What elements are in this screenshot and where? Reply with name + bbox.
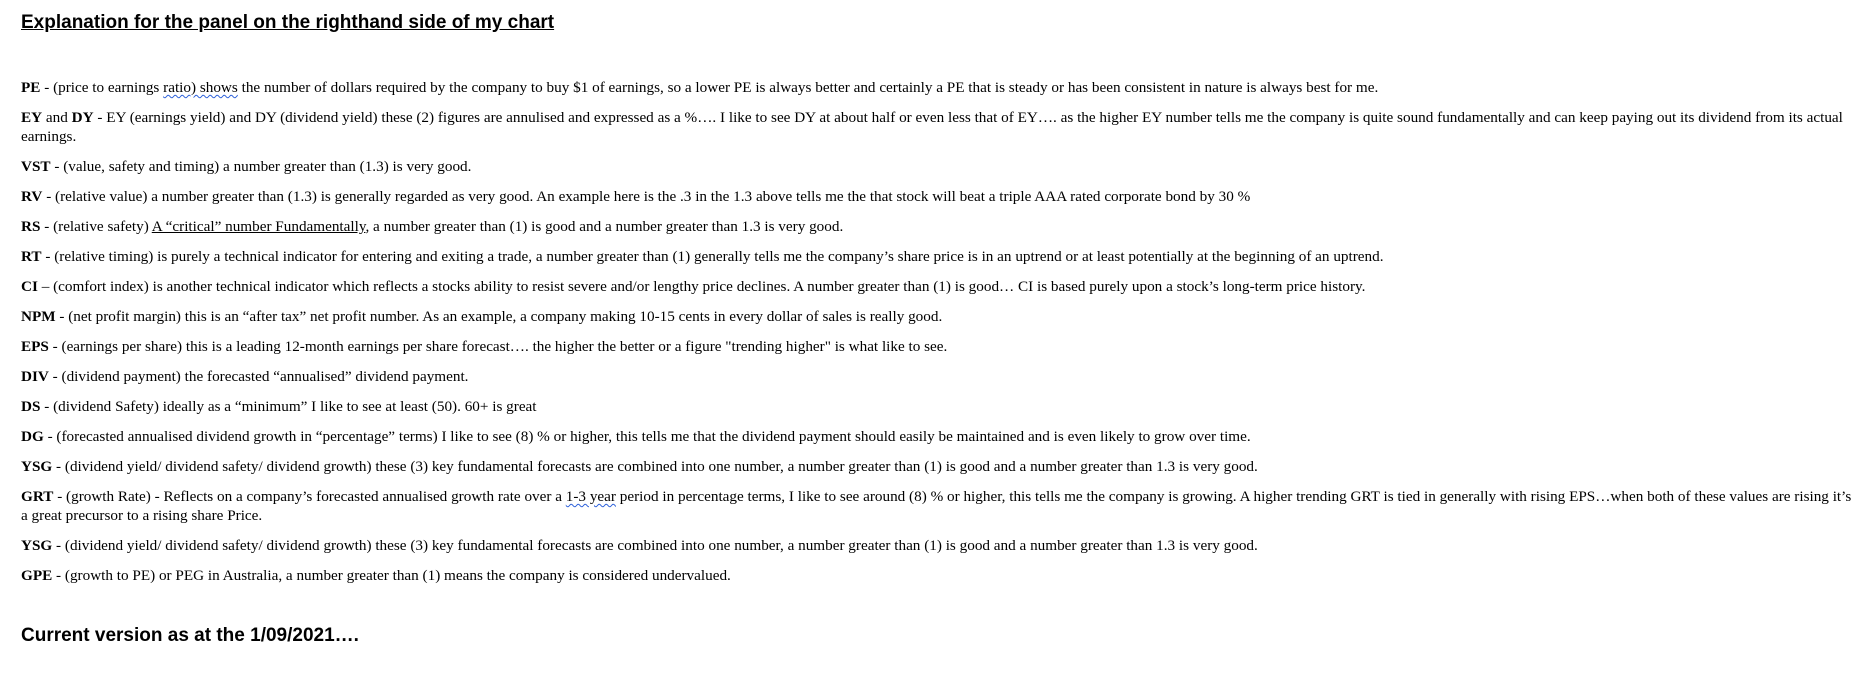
document-title: Explanation for the panel on the righthand side of my chart [21,12,555,33]
definition-text: - (forecasted annualised dividend growth in “percentage” terms) I like to see (8) % or higher, this tells me that the dividend payment should easily be maintained and is even likely to grow over time. [43,428,1251,445]
definition-text: - (net profit margin) this is an “after tax” net profit number. As an example, a company making 10-15 cents in every dollar of sales is really good. [55,308,943,325]
version-note: Current version as at the 1/09/2021…. [21,625,359,646]
definition-text: - (relative value) a number greater than (1.3) is generally regarded as very good. An example here is the .3 in the 1.3 above tells me the that stock will beat a triple AAA rated corporate bond by 30 % [42,188,1251,205]
definition-term: DS [21,398,41,415]
definition-text: , a number greater than (1) is good and a number greater than 1.3 is very good. [365,218,844,235]
definition-ysg [21,536,1861,555]
definition-text: – (comfort index) is another technical indicator which reflects a stocks ability to resist severe and/or lengthy price declines. A number greater than (1) is good… CI is based purely upon a stock’s long-term price history. [37,278,1366,295]
definition-term: YSG [21,537,53,554]
definition-term: VST [21,158,51,175]
definition-term: GRT [21,488,54,505]
definition-term: RV [21,188,43,205]
definition-term: RS [21,218,41,235]
definition-dg [21,427,1861,446]
definition-ds [21,397,1861,416]
definition-term: NPM [21,308,56,325]
definition-text: - (dividend Safety) ideally as a “minimum” I like to see at least (50). 60+ is great [40,398,537,415]
definition-text: - EY (earnings yield) and DY (dividend yield) these (2) figures are annulised and expressed as a %…. I like to see DY at about half or even less that of EY…. as the higher EY number tells me the company is quite sound fundamentally and can keep paying out its dividend from its actual earnings. [21,109,1843,145]
definition-term: YSG [21,458,53,475]
definition-term: RT [21,248,42,265]
definition-rv [21,187,1861,206]
definition-term: DIV [21,368,49,385]
definition-term: EPS [21,338,49,355]
definition-text: - (price to earnings [40,79,164,96]
definition-term: DG [21,428,44,445]
definition-text: the number of dollars required by the company to buy $1 of earnings, so a lower PE is always better and certainly a PE that is steady or has been consistent in nature is always best for me. [237,79,1379,96]
definition-gpe [21,566,1861,585]
definition-text: - (dividend yield/ dividend safety/ dividend growth) these (3) key fundamental forecasts are combined into one number, a number greater than (1) is good and a number greater than 1.3 is very good. [52,458,1258,475]
definition-rs [21,217,1861,236]
definition-text: A “critical” number Fundamentally [151,218,366,235]
definition-term: CI [21,278,38,295]
definition-text: - (dividend yield/ dividend safety/ dividend growth) these (3) key fundamental forecasts are combined into one number, a number greater than (1) is good and a number greater than 1.3 is very good. [52,537,1258,554]
definition-text: 1-3 year [565,488,616,505]
definition-vst [21,157,1861,176]
definition-pe [21,78,1861,97]
definition-text: - (value, safety and timing) a number greater than (1.3) is very good. [50,158,472,175]
definition-term: EY [21,109,43,126]
definition-text: and [42,109,72,126]
definition-text: - (growth Rate) - Reflects on a company’s forecasted annualised growth rate over a [53,488,566,505]
definition-text: - (growth to PE) or PEG in Australia, a number greater than (1) means the company is considered undervalued. [52,567,731,584]
definition-text: ratio) shows [163,79,238,96]
definition-text: period in percentage terms, I like to see around (8) % or higher, this tells me the company is growing. A higher trending GRT is tied in generally with rising EPS…when both of these values are rising it’s a great precursor to a rising share Price. [21,488,1852,524]
definition-term: GPE [21,567,53,584]
definition-text: - (relative timing) is purely a technical indicator for entering and exiting a trade, a number greater than (1) generally tells me the company’s share price is in an uptrend or at least potentially at the beginning of an uptrend. [41,248,1384,265]
definition-text: - (earnings per share) this is a leading 12-month earnings per share forecast…. the higher the better or a figure "trending higher" is what like to see. [48,338,948,355]
definition-text: - (dividend payment) the forecasted “annualised” dividend payment. [48,368,469,385]
definition-npm [21,307,1861,326]
definitions-list [21,78,1861,596]
definition-eps [21,337,1861,356]
definition-term: DY [71,109,94,126]
definition-grt [21,487,1861,525]
definition-ey [21,108,1861,146]
definition-text: - (relative safety) [40,218,152,235]
definition-rt [21,247,1861,266]
definition-div [21,367,1861,386]
definition-ci [21,277,1861,296]
definition-term: PE [21,79,41,96]
definition-ysg [21,457,1861,476]
